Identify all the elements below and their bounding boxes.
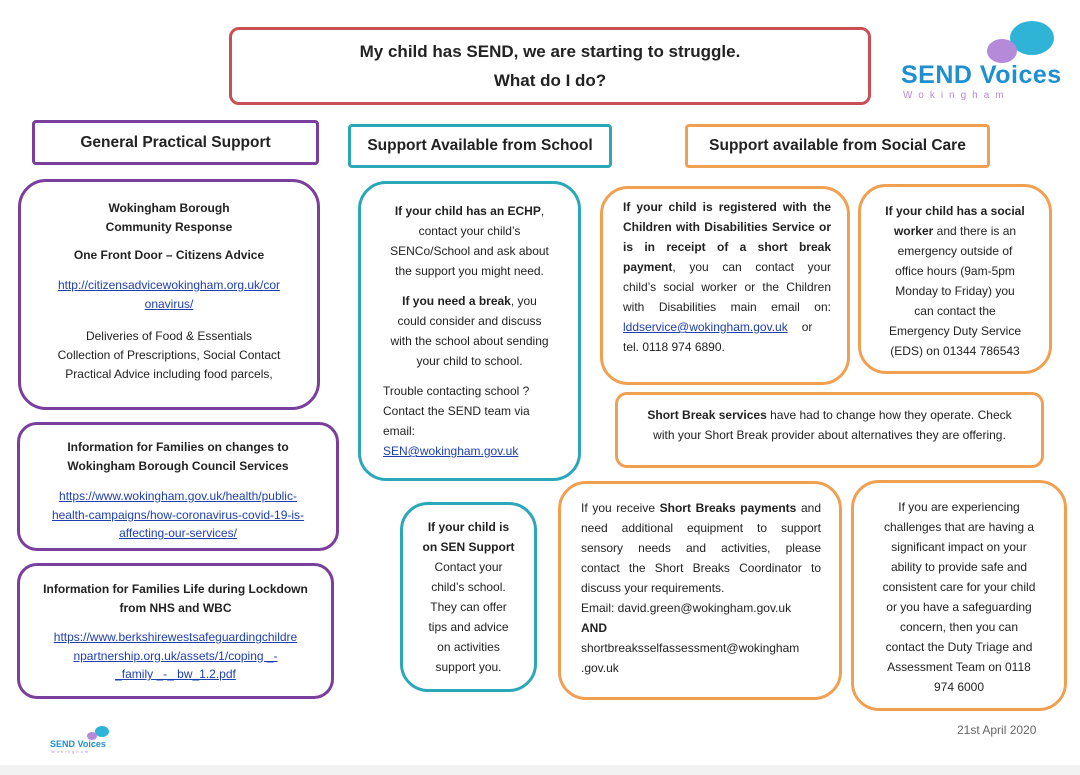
social-worker-card: If your child has a social worker and there is an emergency outside of office hours (9am-5pm Monday to Friday) you can contact the Emergency Duty Service (EDS) on 01344 786543 bbox=[858, 184, 1052, 374]
council-changes-card bbox=[17, 422, 339, 551]
lockdown-title-2: from NHS and WBC bbox=[119, 600, 232, 615]
citizens-advice-link-cont[interactable]: onavirus/ bbox=[144, 297, 194, 311]
page-title bbox=[229, 27, 871, 105]
title-line-2: What do I do? bbox=[493, 71, 607, 90]
eds-phone: (EDS) on 01344 786543 bbox=[890, 344, 1020, 358]
logo-name: SEND Voices bbox=[901, 61, 1062, 89]
org-line-1: Wokingham Borough bbox=[108, 201, 230, 215]
footer-date: 21st April 2020 bbox=[957, 723, 1037, 737]
send-voices-logo bbox=[895, 15, 1070, 105]
service-line-1: Deliveries of Food & Essentials bbox=[85, 329, 253, 343]
echp-label: If your child has an ECHP bbox=[394, 204, 541, 218]
changes-title-1: Information for Families on changes to bbox=[67, 440, 289, 454]
header-social: Support available from Social Care bbox=[685, 124, 990, 168]
changes-title-2: Wokingham Borough Council Services bbox=[67, 458, 289, 473]
org-line-2: Community Response bbox=[105, 220, 233, 234]
self-assessment-email: shortbreaksselfassessment@wokingham bbox=[581, 641, 800, 655]
service-line-2: Collection of Prescriptions, Social Contact bbox=[57, 348, 281, 362]
header-general: General Practical Support bbox=[32, 120, 319, 165]
council-services-link[interactable]: https://www.wokingham.gov.uk/health/public- bbox=[59, 489, 297, 503]
speech-bubble-icon bbox=[987, 39, 1017, 63]
ldd-service-email-link[interactable]: lddservice@wokingham.gov.uk bbox=[623, 320, 788, 334]
short-break-services-card: Short Break services have had to change how they operate. Check with your Short Break provider about alternatives they are offering. bbox=[615, 392, 1044, 468]
council-services-link-cont[interactable]: health-campaigns/how-coronavirus-covid-19-is- bbox=[51, 507, 305, 522]
community-response-card bbox=[18, 179, 320, 410]
service-line-3: Practical Advice including food parcels, bbox=[65, 367, 273, 381]
disabilities-service-card: If your child is registered with the Children with Disabilities Service or is in receipt of a short break payment, you can contact your child’s social worker or the Children with Disabilities main email on: lddservice@wokingham.gov.uk or tel. 0118 974 6890. bbox=[600, 186, 850, 385]
lockdown-card bbox=[17, 563, 334, 699]
triage-phone: 974 6000 bbox=[933, 680, 985, 694]
council-services-link-end[interactable]: affecting-our-services/ bbox=[119, 526, 237, 540]
cwds-phone: tel. 0118 974 6890. bbox=[623, 340, 725, 354]
lockdown-title-1: Information for Families Life during Lockdown bbox=[43, 582, 308, 596]
header-school: Support Available from School bbox=[348, 124, 612, 168]
footer-logo: SEND Voices Wokingham bbox=[50, 724, 120, 754]
safeguarding-link-cont[interactable]: npartnership.org.uk/assets/1/coping _- bbox=[73, 648, 278, 663]
speech-bubble-icon bbox=[95, 726, 109, 737]
break-label: If you need a break bbox=[402, 294, 511, 308]
short-break-payments-card: If you receive Short Breaks payments and need additional equipment to support sensory needs and activities, please contact the Short Breaks Coordinator to discuss your requirements. Email: david.green@wokingham.gov.uk AND shortbreaksselfassessment@wokingham .gov.uk bbox=[558, 481, 842, 700]
safeguarding-link-end[interactable]: _family _-_ bw_1.2.pdf bbox=[115, 667, 236, 681]
front-door-label: One Front Door – Citizens Advice bbox=[73, 248, 265, 262]
coordinator-email: Email: david.green@wokingham.gov.uk bbox=[581, 601, 792, 615]
citizens-advice-link[interactable]: http://citizensadvicewokingham.org.uk/cor bbox=[57, 278, 281, 292]
duty-triage-card: If you are experiencing challenges that are having a significant impact on your ability to provide safe and consistent care for your child or you have a safeguarding concern, then you can contact the Duty Triage and Assessment Team on 0118 974 6000 bbox=[851, 480, 1067, 711]
send-team-email-link[interactable]: SEN@wokingham.gov.uk bbox=[383, 444, 519, 458]
safeguarding-link[interactable]: https://www.berkshirewestsafeguardingchildre bbox=[53, 630, 298, 644]
sen-support-card: If your child is on SEN Support Contact your child’s school. They can offer tips and advice on activities support you. bbox=[400, 502, 537, 692]
title-line-1: My child has SEND, we are starting to struggle. bbox=[359, 42, 741, 61]
school-support-card: If your child has an ECHP, contact your child’s SENCo/School and ask about the support you might need. If you need a break, you could consider and discuss with the school about sending your child to school. Trouble contacting school ? Contact the SEND team via email: SEN@wokingham.gov.uk bbox=[358, 181, 581, 481]
logo-sub: Wokingham bbox=[903, 90, 1010, 101]
